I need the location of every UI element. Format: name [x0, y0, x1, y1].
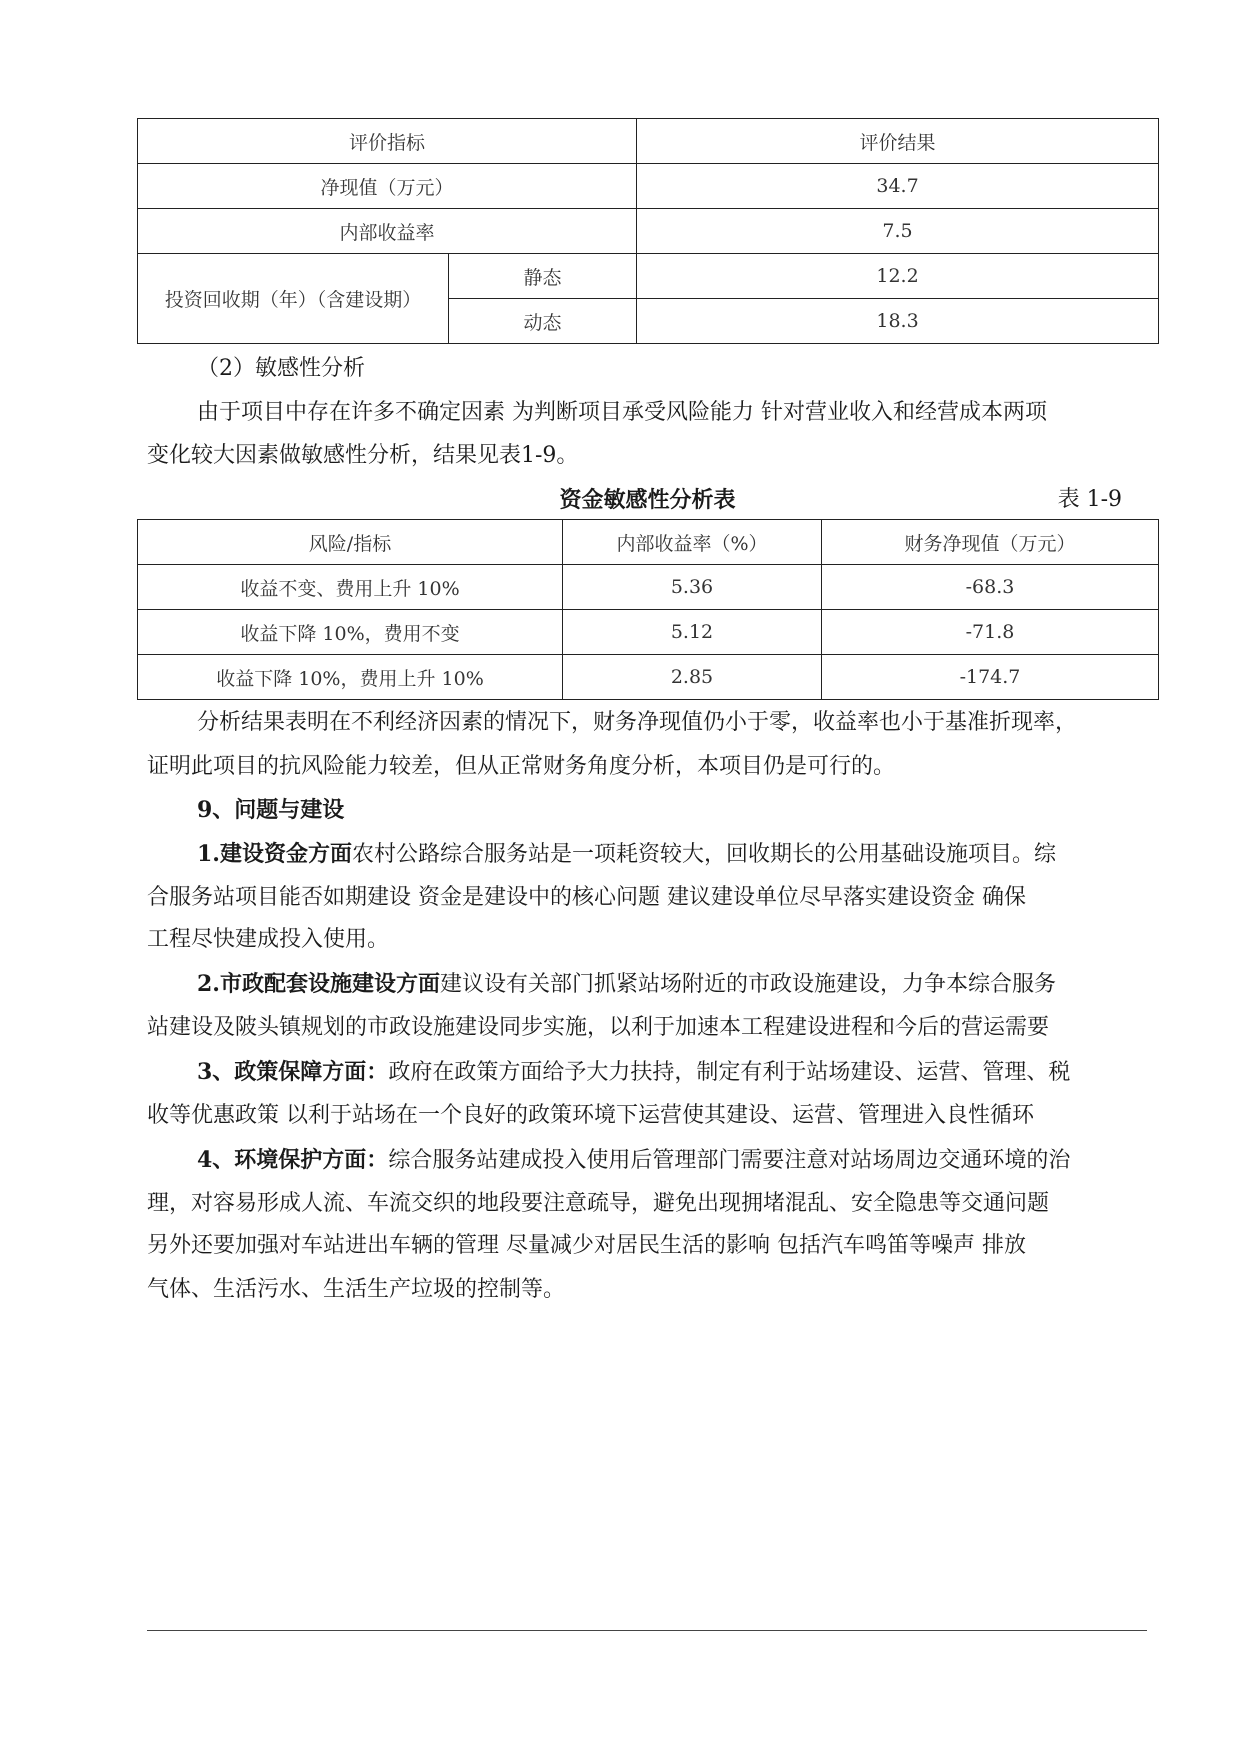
irr-cell: 5.12: [563, 610, 822, 655]
paragraph-line: 站建设及陂头镇规划的市政设施建设同步实施，以利于加速本工程建设进程和今后的营运需要: [147, 1015, 1050, 1040]
paragraph-line: [197, 1145, 1070, 1176]
paragraph-line: 理，对容易形成人流、车流交织的地段要注意疏导，避免出现拥堵混乱、安全隐患等交通问题: [147, 1191, 1050, 1216]
scenario-cell: 收益下降 10%，费用上升 10%: [138, 655, 563, 700]
table-header-row: [138, 520, 1159, 565]
paragraph-line: 变化较大因素做敏感性分析，结果见表1-9。: [147, 443, 579, 468]
npv-cell: -174.7: [822, 655, 1159, 700]
paragraph-line: 分析结果表明在不利经济因素的情况下，财务净现值仍小于零，收益率也小于基准折现率，: [197, 710, 1078, 735]
sensitivity-table: [137, 519, 1159, 700]
scenario-cell: 收益不变、费用上升 10%: [138, 565, 563, 610]
table-row: [138, 164, 1159, 209]
row-label: 内部收益率: [138, 209, 637, 254]
header-cell: 评价指标: [138, 119, 637, 164]
paragraph-line: 证明此项目的抗风险能力较差，但从正常财务角度分析，本项目仍是可行的。: [147, 754, 896, 779]
header-cell: 风险/指标: [138, 520, 563, 565]
irr-cell: 2.85: [563, 655, 822, 700]
item-label: 2.市政配套设施建设方面: [197, 971, 440, 997]
row-value: 7.5: [637, 209, 1159, 254]
npv-cell: -71.8: [822, 610, 1159, 655]
item-label: 4、环境保护方面：: [197, 1147, 389, 1173]
header-cell: 内部收益率（%）: [563, 520, 822, 565]
table-header-row: [138, 119, 1159, 164]
row-value: 34.7: [637, 164, 1159, 209]
paragraph-line: 由于项目中存在许多不确定因素 为判断项目承受风险能力 针对营业收入和经营成本两项: [197, 400, 1047, 425]
evaluation-table: [137, 118, 1159, 344]
section-heading: （2）敏感性分析: [197, 356, 365, 381]
table-row: [138, 565, 1159, 610]
item-text: 农村公路综合服务站是一项耗资较大，回收期长的公用基础设施项目。综: [351, 842, 1056, 867]
npv-cell: -68.3: [822, 565, 1159, 610]
irr-cell: 5.36: [563, 565, 822, 610]
table-number: 表 1-9: [1057, 487, 1122, 512]
payback-dynamic-value: 18.3: [637, 299, 1159, 344]
payback-static-label: 静态: [449, 254, 637, 299]
table-caption: [137, 485, 1158, 515]
paragraph-line: [197, 969, 1056, 1000]
paragraph-line: 合服务站项目能否如期建设 资金是建设中的核心问题 建议建设单位尽早落实建设资金 确保: [147, 885, 1026, 910]
table-row: [138, 655, 1159, 700]
payback-dynamic-label: 动态: [449, 299, 637, 344]
paragraph-line: 气体、生活污水、生活生产垃圾的控制等。: [147, 1277, 566, 1302]
paragraph-line: 工程尽快建成投入使用。: [147, 927, 390, 952]
table-row: [138, 610, 1159, 655]
item-text: 建议设有关部门抓紧站场附近的市政设施建设，力争本综合服务: [439, 972, 1056, 997]
item-label: 3、政策保障方面：: [197, 1059, 389, 1085]
item-text: 综合服务站建成投入使用后管理部门需要注意对站场周边交通环境的治: [388, 1148, 1071, 1173]
table-row: [138, 254, 1159, 299]
paragraph-line: 收等优惠政策 以利于站场在一个良好的政策环境下运营使其建设、运营、管理进入良性循环: [147, 1103, 1034, 1128]
paragraph-line: [197, 1057, 1070, 1088]
table-title: 资金敏感性分析表: [559, 487, 736, 513]
header-cell: 评价结果: [637, 119, 1159, 164]
payback-label: 投资回收期（年）（含建设期）: [138, 254, 449, 344]
payback-static-value: 12.2: [637, 254, 1159, 299]
paragraph-line: 另外还要加强对车站进出车辆的管理 尽量减少对居民生活的影响 包括汽车鸣笛等噪声 排放: [147, 1233, 1026, 1258]
row-label: 净现值（万元）: [138, 164, 637, 209]
scenario-cell: 收益下降 10%，费用不变: [138, 610, 563, 655]
item-text: 政府在政策方面给予大力扶持，制定有利于站场建设、运营、管理、税: [388, 1060, 1071, 1085]
footer-rule: [147, 1630, 1147, 1631]
item-label: 1.建设资金方面: [197, 841, 352, 867]
table-row: [138, 209, 1159, 254]
header-cell: 财务净现值（万元）: [822, 520, 1159, 565]
paragraph-line: [197, 839, 1056, 870]
section-heading: 9、问题与建设: [197, 797, 345, 823]
